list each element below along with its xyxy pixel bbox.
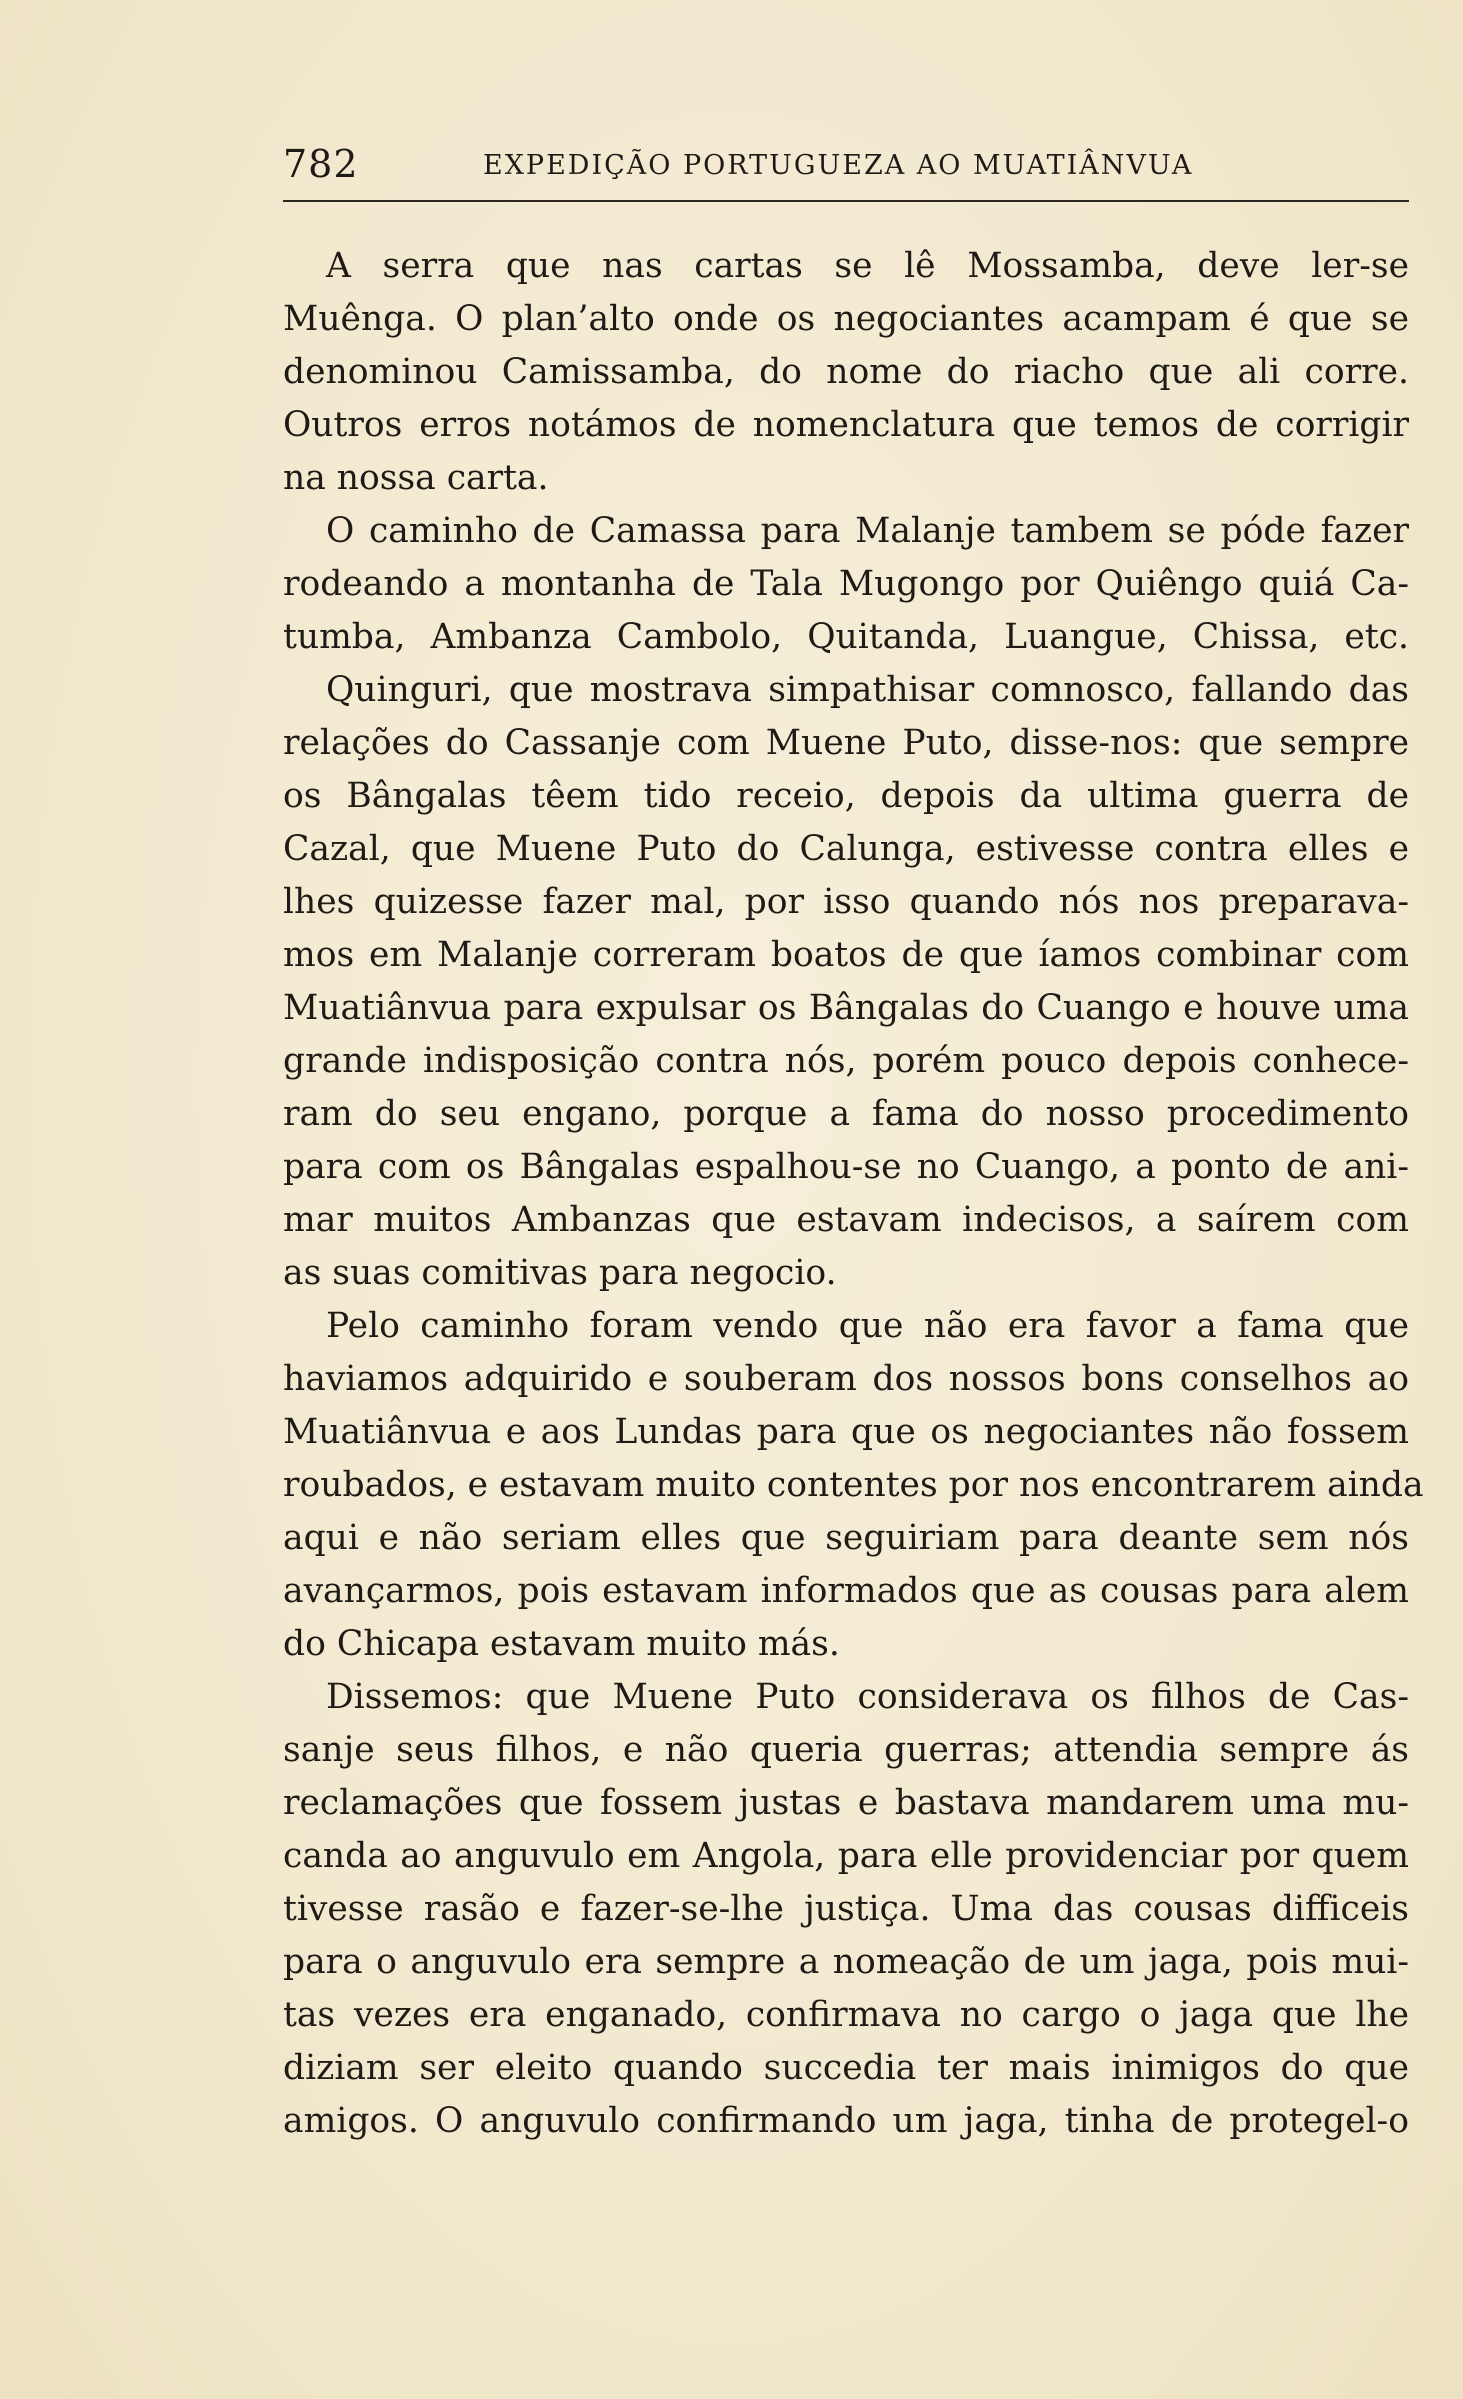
text-line: Outros erros notámos de nomenclatura que temos de corrigir bbox=[283, 405, 1409, 445]
text-line: Muatiânvua para expulsar os Bângalas do Cuango e houve uma bbox=[283, 988, 1409, 1028]
text-line: na nossa carta. bbox=[283, 458, 549, 498]
text-line: para o anguvulo era sempre a nomeação de um jaga, pois mui- bbox=[283, 1942, 1409, 1982]
header-rule bbox=[283, 200, 1409, 202]
page-header bbox=[283, 140, 1409, 188]
text-line: tivesse rasão e fazer-se-lhe justiça. Uma das cousas difficeis bbox=[283, 1889, 1409, 1929]
text-line: tumba, Ambanza Cambolo, Quitanda, Luangue, Chissa, etc. bbox=[283, 617, 1409, 657]
text-line: roubados, e estavam muito contentes por nos encontrarem ainda bbox=[283, 1465, 1424, 1505]
text-line: Quinguri, que mostrava simpathisar comnosco, fallando das bbox=[326, 670, 1409, 710]
body-text bbox=[283, 240, 1424, 2148]
text-line: do Chicapa estavam muito más. bbox=[283, 1624, 840, 1664]
text-line: aqui e não seriam elles que seguiriam para deante sem nós bbox=[283, 1518, 1409, 1558]
text-line: os Bângalas têem tido receio, depois da ultima guerra de bbox=[283, 776, 1409, 816]
text-line: mar muitos Ambanzas que estavam indecisos, a saírem com bbox=[283, 1200, 1409, 1240]
text-line: denominou Camissamba, do nome do riacho que ali corre. bbox=[283, 352, 1409, 392]
text-line: haviamos adquirido e souberam dos nossos bons conselhos ao bbox=[283, 1359, 1409, 1399]
text-line: O caminho de Camassa para Malanje tambem se póde fazer bbox=[326, 511, 1409, 551]
page-number: 782 bbox=[283, 142, 359, 186]
text-line: ram do seu engano, porque a fama do nosso procedimento bbox=[283, 1094, 1409, 1134]
text-line: Dissemos: que Muene Puto considerava os filhos de Cas- bbox=[326, 1677, 1409, 1717]
text-line: reclamações que fossem justas e bastava mandarem uma mu- bbox=[283, 1783, 1409, 1823]
text-line: amigos. O anguvulo confirmando um jaga, tinha de protegel-o bbox=[283, 2101, 1409, 2141]
text-line: canda ao anguvulo em Angola, para elle providenciar por quem bbox=[283, 1836, 1409, 1876]
text-line: grande indisposição contra nós, porém pouco depois conhece- bbox=[283, 1041, 1409, 1081]
text-line: relações do Cassanje com Muene Puto, disse-nos: que sempre bbox=[283, 723, 1409, 763]
text-line: rodeando a montanha de Tala Mugongo por Quiêngo quiá Ca- bbox=[283, 564, 1409, 604]
text-line: tas vezes era enganado, confirmava no cargo o jaga que lhe bbox=[283, 1995, 1409, 2035]
text-line: sanje seus filhos, e não queria guerras; attendia sempre ás bbox=[283, 1730, 1409, 1770]
text-line: diziam ser eleito quando succedia ter mais inimigos do que bbox=[283, 2048, 1409, 2088]
text-line: Muatiânvua e aos Lundas para que os negociantes não fossem bbox=[283, 1412, 1409, 1452]
text-line: Cazal, que Muene Puto do Calunga, estivesse contra elles e bbox=[283, 829, 1409, 869]
text-line: Muênga. O plan’alto onde os negociantes acampam é que se bbox=[283, 299, 1409, 339]
text-line: as suas comitivas para negocio. bbox=[283, 1253, 837, 1293]
text-line: Pelo caminho foram vendo que não era favor a fama que bbox=[326, 1306, 1409, 1346]
text-line: avançarmos, pois estavam informados que as cousas para alem bbox=[283, 1571, 1409, 1611]
text-line: para com os Bângalas espalhou-se no Cuango, a ponto de ani- bbox=[283, 1147, 1409, 1187]
text-line: mos em Malanje correram boatos de que íamos combinar com bbox=[283, 935, 1409, 975]
text-line: A serra que nas cartas se lê Mossamba, deve ler-se bbox=[326, 246, 1409, 286]
running-title: EXPEDIÇÃO PORTUGUEZA AO MUATIÂNVUA bbox=[483, 150, 1194, 181]
text-line: lhes quizesse fazer mal, por isso quando nós nos preparava- bbox=[283, 882, 1409, 922]
